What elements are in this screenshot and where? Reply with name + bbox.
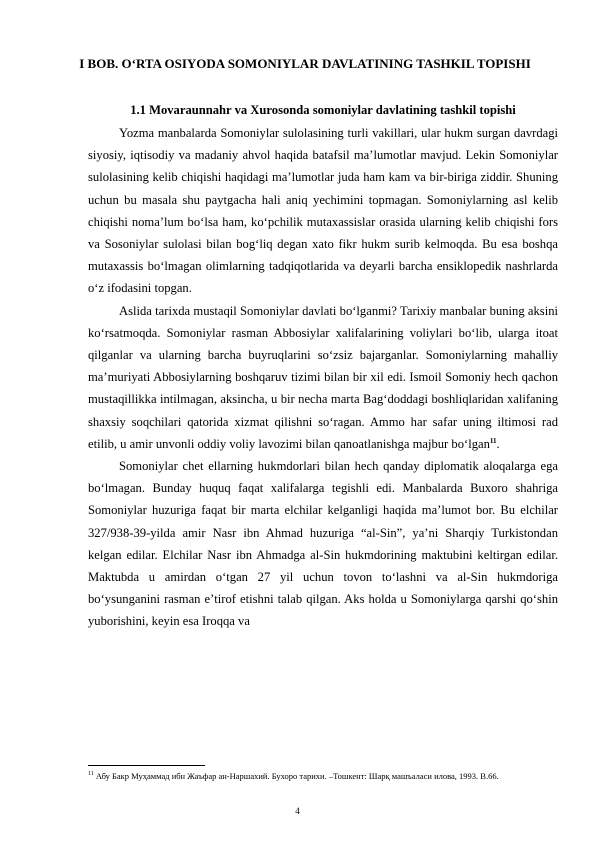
paragraph-2-text: Aslida tarixda mustaqil Somoniylar davlati bo‘lganmi? Tarixiy manbalar buning aksini ko‘rsatmoqda. Somoniylar rasman Abbosiylar xalifalarining voliylari bo‘lib, ularga itoat qilganlar va ularning barcha buyruqlarini so‘zsiz bajarganlar. Somoniylarning mahalliy maʼmuriyati Abbosiylarning boshqaruv tizimi bilan bir xil edi. Ismoil Somoniy hech qachon mustaqillikka intilmagan, aksincha, u bir necha marta Bag‘doddagi boshliqlaridan xalifaning shaxsiy soqchilari qatorida xizmat qilishni so‘ragan. Ammo har safar uning iltimosi rad etilib, u amir unvonli oddiy voliy lavozimi bilan qanoatlanishga majbur bo‘lgan — [88, 303, 558, 451]
paragraph-3 — [88, 455, 558, 633]
paragraph-3-text: Somoniylar chet ellarning hukmdorlari bilan hech qanday diplomatik aloqalarga ega bo‘lmagan. Bunday huquq faqat xalifalarga tegishli edi. Manbalarda Buxoro shahriga Somoniylar huzuriga faqat bir marta elchilar kelganligi haqida maʼlumot bor. Bu elchilar 327/938-39-yilda amir Nasr ibn Ahmad huzuriga “al-Sin”, yaʼni Sharqiy Turkistondan kelgan edilar. Elchilar Nasr ibn Ahmadga al-Sin hukmdorining maktubini keltirgan edilar. Maktubda u amirdan o‘tgan 27 yil uchun tovon to‘lashni va al-Sin hukmdoriga bo‘ysunganini rasman eʼtirof etishni talab qilgan. Aks holda u Somoniylarga qarshi qo‘shin yuborishini, keyin esa Iroqqa va — [88, 459, 558, 629]
footnote — [88, 770, 558, 782]
chapter-heading: I BOB. O‘RTA OSIYODA SOMONIYLAR DAVLATINING TASHKIL TOPISHI — [79, 56, 531, 71]
footnote-reference[interactable]: 11 — [489, 436, 497, 445]
footnote-separator — [88, 765, 205, 766]
paragraph-1 — [88, 122, 558, 300]
body-text — [88, 122, 558, 633]
paragraph-1-text: Yozma manbalarda Somoniylar sulolasining turli vakillari, ular hukm surgan davrdagi siyosiy, iqtisodiy va madaniy ahvol haqida batafsil maʼlumotlar mavjud. Lekin Somoniylar sulolasining kelib chiqishi haqidagi maʼlumotlar juda ham kam va bir-biriga ziddir. Shuning uchun bu masala shu paytgacha hali aniq yechimini topmagan. Somoniylarning asl kelib chiqishi nomaʼlum bo‘lsa ham, ko‘pchilik mutaxassislar orasida ularning kelib chiqishi fors va Sosoniylar sulolasi bilan bog‘liq degan xato fikr hukm surib kelmoqda. Bu esa boshqa mutaxassis bo‘lmagan olimlarning tadqiqotlarida va deyarli barcha ensiklopedik nashrlarda o‘z ifodasini topgan. — [88, 126, 558, 296]
paragraph-2 — [88, 300, 558, 455]
paragraph-2-tail: . — [496, 436, 500, 451]
footnote-text: Абу Бакр Муҳаммад ибн Жаъфар ан-Наршахий. Бухоро тарихи. –Тошкент: Шарқ машъаласи илова, 1993. B.66. — [95, 771, 499, 781]
footnote-number: 11 — [88, 771, 94, 778]
section-heading: 1.1 Movaraunnahr va Xurosonda somoniylar davlatining tashkil topishi — [130, 103, 516, 117]
page-number: 4 — [295, 806, 300, 816]
